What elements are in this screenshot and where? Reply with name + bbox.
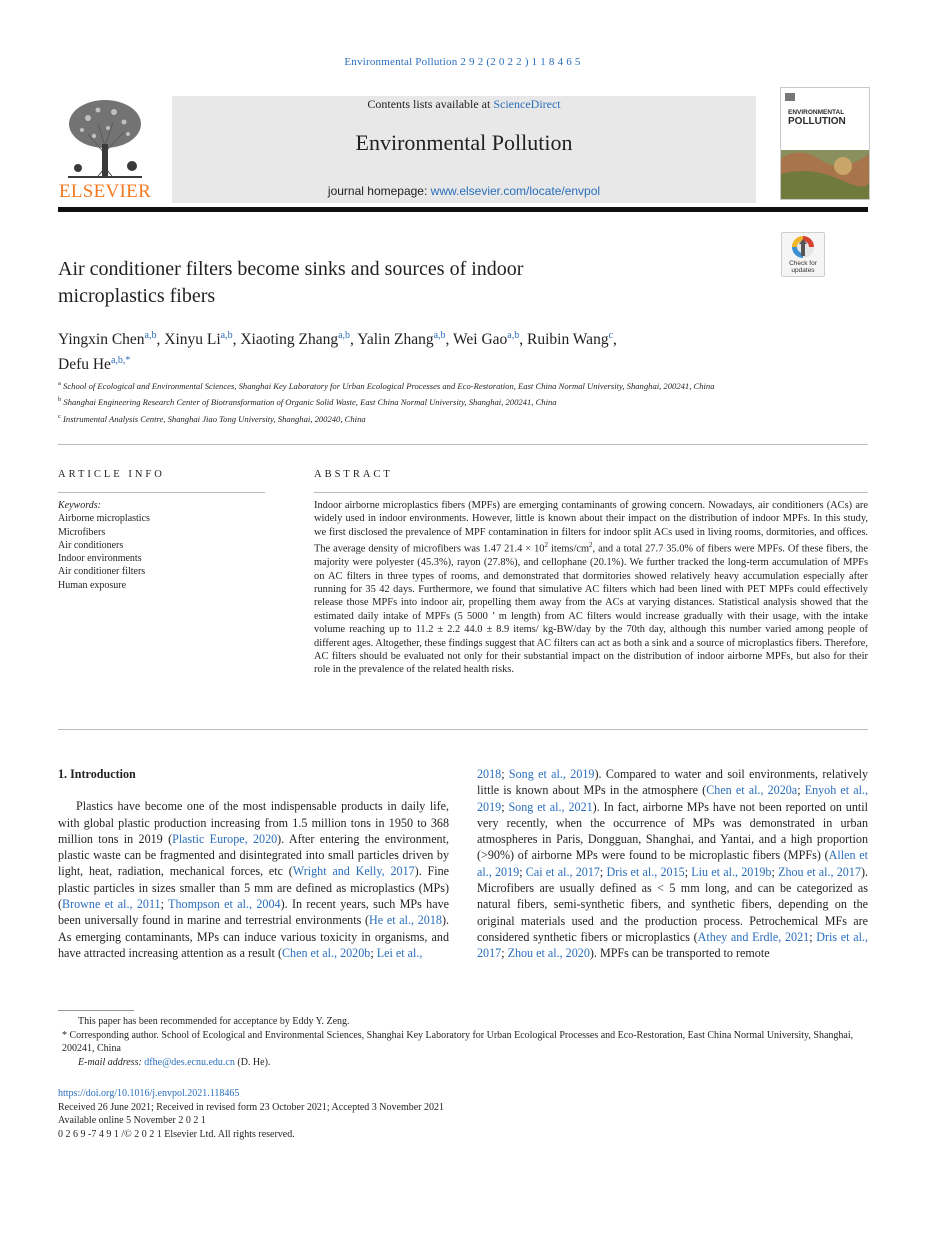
citation-link[interactable]: Song et al., 2021 [508,799,593,814]
body-column-right [477,766,868,962]
keyword: Human exposure [58,579,127,591]
citation-link[interactable]: Zhou et al., 2020 [507,946,590,961]
citation-link[interactable]: Song et al., 2019 [508,767,595,781]
body-text: ; [519,864,526,879]
keywords-label: Keywords: [58,500,101,511]
affiliation: $^b$ Shanghai Engineering Research Center of Biotransformation of Organic Solid Waste, East China Normal University, Shanghai, 200241, China [58,396,557,408]
body-text: ). Microfibers are usually defined as < 5 mm long, and can be categorized as natural fibers, semi-synthetic fibers, and synthetic fibers, depending on the original materials used and the production process. Petrochemical MFs are considered synthetic fibers or microplastics ( [477,864,869,944]
citation-link[interactable]: Dris et al., 2015 [606,864,685,879]
contents-prefix: Contents lists available at [367,97,494,111]
citation-link[interactable]: 2018 [477,767,502,781]
body-text: ; [684,864,692,879]
affiliations [58,377,868,426]
crossmark-button[interactable] [781,232,825,277]
citation-link[interactable]: Plastic Europe, 2020 [172,831,278,846]
sciencedirect-link[interactable]: ScienceDirect [493,97,561,111]
body-column-left [58,766,449,961]
copyright: 0 2 6 9 -7 4 9 1 /© 2 0 2 1 Elsevier Ltd. All rights reserved. [58,1128,295,1140]
citation-link[interactable]: Browne et al., 2011 [62,897,161,912]
body-text: ). MPFs can be transported to remote [589,946,770,961]
email-note: E-mail address: dfhe@des.ecnu.edu.cn (D. He). [78,1056,271,1068]
cover-title-line2: POLLUTION [788,115,846,127]
publication-info [58,1087,868,1141]
cover-title [788,110,846,127]
email-link[interactable]: dfhe@des.ecnu.edu.cn [144,1056,235,1068]
body-text: ; [599,864,607,879]
citation-link[interactable]: Dris et al., 2017 [477,929,868,961]
section-rule [58,729,868,730]
affiliation: $^c$ Instrumental Analysis Centre, Shanghai Jiao Tong University, Shanghai, 200240, China [58,412,366,424]
cover-title-line1: ENVIRONMENTAL [788,109,845,116]
body-text: ; [771,864,779,879]
homepage-link[interactable]: www.elsevier.com/locate/envpol [430,184,601,198]
paper-title-line1: Air conditioner filters become sinks and sources of indoor [58,258,524,280]
body-text: ; [797,783,805,798]
journal-cover[interactable] [780,87,870,200]
author[interactable]: Wei Gao$^{a,b}$, [453,330,527,349]
body-text: ). Fine plastic particles in sizes smaller than 5 mm are defined as microplastics (MPs) ( [58,864,450,912]
author[interactable]: Yalin Zhang$^{a,b}$, [357,330,454,349]
recommendation-note: This paper has been recommended for acceptance by Eddy Y. Zeng. [78,1016,350,1027]
publisher-name: ELSEVIER [58,181,152,202]
author[interactable]: Defu $He^{a,b,*}$ [58,355,131,374]
homepage-prefix: journal homepage: [327,184,431,198]
citation-link[interactable]: Liu et al., 2019b [691,864,772,879]
keyword: Airborne microplastics [58,513,150,525]
journal-title: Environmental Pollution [355,130,573,155]
affiliations-rule [58,444,868,445]
body-text: ). In recent years, such MPs have been universally found in marine and terrestrial environments ( [58,897,450,928]
citation-link[interactable]: Cai et al., 2017 [525,864,600,879]
author[interactable]: Xinyu Li$^{a,b}$, [164,330,241,349]
abstract-heading: ABSTRACT [314,469,393,480]
body-text: ; [501,946,508,961]
citation-link[interactable]: Chen et al., 2020b [281,945,371,960]
body-text: ). As emerging contaminants, MPs can induce various toxicity in organisms, and have attracted increasing attention as a result ( [58,913,449,960]
citation-link[interactable]: Wright and Kelly, 2017 [292,864,415,879]
body-text: ). In fact, airborne MPs have not been reported on until very recently, when the occurrence of MPs was demonstrated in urban atmospheres in Paris, Dongguan, Shanghai, and Yantai, and a high proportion (>90%) of airborne MPs were found to be microplastic fibers (MPFs) ( [477,799,868,863]
keywords [58,499,268,592]
abstract-rule [314,492,868,493]
body-text: ; [501,799,509,814]
author[interactable]: Yingxin Chen$^{a,b}$, [58,330,165,349]
affiliation: $^a$ School of Ecological and Environmental Sciences, Shanghai Key Laboratory for Urban Ecological Processes and Eco-Restoration, East China Normal University, Shanghai, 200241, China [58,380,715,391]
body-text: ; [160,897,169,912]
section-title: 1. Introduction [58,767,136,781]
author-list [58,325,868,375]
body-text: ; [809,929,817,944]
contents-availability [172,97,756,112]
journal-reference[interactable]: Environmental Pollution 2 9 2 (2 0 2 2 ) 1 1 8 4 6 5 [344,56,581,68]
author[interactable]: Xiaoting Zhang$^{a,b}$, [240,330,358,349]
body-text: Plastics have become one of the most indispensable products in daily life, with global plastic production increasing from 1.5 million tons in 1950 to 368 million tons in 2019 ( [58,799,449,846]
introduction-paragraph [58,798,449,961]
header-rule [58,207,868,212]
citation-link[interactable]: Lei et al., [376,945,423,960]
crossmark-label: Check for updates [789,260,817,274]
keyword: Indoor environments [58,553,142,565]
footnotes [58,1015,868,1069]
citation-link[interactable]: Athey and Erdle, 2021 [697,929,810,944]
body-text: ). After entering the environment, plastic waste can be fragmented and disintegrated into small particles driven by light, heat, radiation, mechanical forces, etc ( [58,831,449,879]
citation-link[interactable]: Enyoh et al., 2019 [477,783,869,814]
crossmark-icon [782,233,824,261]
keyword: Air conditioners [58,539,124,551]
paper-title [58,256,758,310]
abstract-text: Indoor airborne microplastics fibers (MPFs) are emerging contaminants of growing concern. Nowadays, air conditioners (ACs) are widely used in indoor environments. However, little is known about their impact on the distribution of indoor MPFs. In this study, we first disclosed the prevalence of MPF contamination in filters for indoor split ACs used in living rooms, dormitories, and offices. The average density of microfibers was 1.47 $21.4 \times 10^2$ items/$cm^2$, and a total 27.7 35.0% of fibers were MPFs. Of these fibers, the majority were polyester (45.3%), rayon (27.8%), and cellophane (20.1%). We further tracked the long-term accumulation of MPFs on AC filters in three types of rooms, and demonstrated that dormitories showed relatively heavy accumulation especially after running for 35 42 days. Furthermore, we found that simulative AC filters which had been lined with PET MPFs could effectively release those MPFs into indoor air, propelling them away from the ACs at varying distances. Statistical analysis showed that the estimated daily intake of MPFs (5 5000 ’ m length) from AC filters would increase gradually with their usage, with the intake volume reaching up to 11.2 ± 2.2 44.0 ± 8.9 items/ kg-BW/day by the 70th day, although this number varied among people of different ages. Altogether, these findings suggest that AC filters can act as both a sink and a source of microplastics fibers. Therefore, AC filters should be evaluated not only for their substantial impact on the distribution of indoor airborne MPFs, but also for their role in the prevalence of the related health risks. [314,500,868,676]
author[interactable]: Ruibin Wang$^c$, [527,330,617,349]
citation-link[interactable]: Chen et al., 2020a [706,783,798,798]
body-text: ). Compared to water and soil environments, relatively little is known about MPs in the atmosphere ( [477,767,868,798]
cover-art [781,88,869,199]
citation-link[interactable]: Thompson et al., 2004 [168,897,281,912]
available-online: Available online 5 November 2 0 2 1 [58,1115,206,1127]
citation-link[interactable]: He et al., 2018 [369,913,442,928]
body-text: ; [501,767,509,781]
paper-title-line2: microplastics fibers [58,285,216,307]
introduction-paragraph-continued [477,766,868,962]
article-info-heading: ARTICLE INFO [58,469,165,480]
keyword: Microfibers [58,526,106,538]
body-text: ; [370,945,377,960]
keyword: Air conditioner filters [58,566,146,578]
corresponding-author-note: * Corresponding author. School of Ecological and Environmental Sciences, Shanghai Key Laboratory for Urban Ecological Processes and Eco-Restoration, East China Normal University, Shanghai, 200241, China [62,1029,854,1055]
citation-link[interactable]: Allen et al., 2019 [477,848,868,879]
received-dates: Received 26 June 2021; Received in revised form 23 October 2021; Accepted 3 November 2021 [58,1101,445,1113]
journal-homepage [172,184,756,198]
doi-link[interactable]: https://doi.org/10.1016/j.envpol.2021.118465 [58,1088,240,1099]
footnote-rule [58,1010,134,1011]
article-info-rule [58,492,265,493]
citation-link[interactable]: Zhou et al., 2017 [778,864,861,879]
